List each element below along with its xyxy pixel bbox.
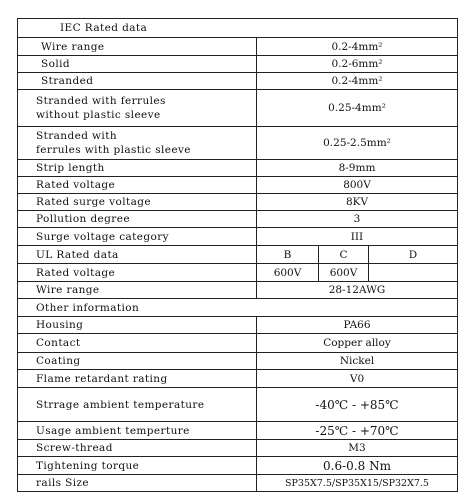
- table-row: [18, 282, 457, 299]
- row-value: PA66: [343, 319, 371, 331]
- table-row: [18, 194, 457, 211]
- table-row: [18, 457, 457, 475]
- table-row: [18, 353, 457, 370]
- table-row: [18, 160, 457, 177]
- row-value: Nickel: [339, 355, 375, 367]
- row-label: Wire range: [18, 38, 257, 55]
- row-label: Wire range: [18, 282, 257, 298]
- row-value: -25℃ - +70℃: [315, 423, 399, 438]
- table-row: [18, 211, 457, 228]
- table-row: [18, 38, 457, 56]
- row-label: Solid: [18, 56, 257, 72]
- table-row: [18, 440, 457, 457]
- row-label: Strrage ambient temperature: [18, 388, 257, 421]
- table-row: [18, 264, 457, 282]
- table-row: [18, 334, 457, 353]
- table-row: [18, 475, 457, 491]
- row-value: V0: [349, 372, 365, 385]
- row-label: rails Size: [18, 475, 257, 491]
- table-row: [18, 127, 457, 160]
- row-value: 0.2-4mm²: [331, 75, 383, 87]
- row-label: Rated voltage: [18, 264, 257, 281]
- row-value: 0.6-0.8 Nm: [323, 458, 391, 473]
- row-value: M3: [348, 442, 366, 454]
- row-value: 28-12AWG: [328, 284, 386, 296]
- row-value: 8-9mm: [338, 162, 376, 174]
- table-row: [18, 177, 457, 194]
- row-value: 0.2-6mm²: [331, 58, 383, 70]
- row-label: Usage ambient temperture: [18, 422, 257, 439]
- row-label: Stranded with ferrules with plastic sleeve: [18, 127, 257, 159]
- row-value: Copper alloy: [323, 337, 391, 349]
- row-label: Tightening torque: [18, 457, 257, 474]
- row-label: Screw-thread: [18, 440, 257, 456]
- table-row: [18, 56, 457, 73]
- row-value: -40℃ - +85℃: [315, 397, 399, 412]
- row-label: Rated voltage: [18, 177, 257, 193]
- table-row: [18, 388, 457, 422]
- other-title: Other information: [36, 301, 140, 314]
- ul-column-d: D: [408, 248, 418, 261]
- row-value: 0.2-4mm²: [331, 40, 383, 53]
- row-value: 3: [353, 213, 361, 225]
- row-value: 0.25-2.5mm²: [323, 137, 391, 149]
- ul-header-row: [18, 246, 457, 264]
- row-value: 8KV: [345, 196, 369, 208]
- row-label: Flame retardant rating: [18, 370, 257, 387]
- table-row: [18, 228, 457, 246]
- row-value: 0.25-4mm²: [328, 102, 386, 114]
- row-value: SP35X7.5/SP35X15/SP32X7.5: [285, 477, 429, 489]
- table-row: [18, 73, 457, 90]
- row-label: Housing: [18, 317, 257, 333]
- row-label: Rated surge voltage: [18, 194, 257, 210]
- ul-column-c: C: [319, 246, 369, 263]
- iec-title: IEC Rated data: [60, 22, 148, 34]
- spec-table: [17, 18, 458, 492]
- table-row: [18, 90, 457, 127]
- row-label: Pollution degree: [18, 211, 257, 227]
- row-label: Surge voltage category: [18, 228, 257, 245]
- row-label: Strip length: [18, 160, 257, 176]
- ul-voltage-c: 600V: [319, 264, 369, 281]
- row-label: Stranded: [18, 73, 257, 89]
- row-label: Coating: [18, 353, 257, 369]
- row-value: III: [350, 230, 364, 243]
- row-label: Stranded with ferrules without plastic sleeve: [18, 90, 257, 126]
- ul-column-b: B: [257, 246, 319, 263]
- iec-title-row: [18, 19, 457, 38]
- ul-voltage-d: [369, 264, 457, 281]
- row-value: 800V: [343, 179, 371, 191]
- table-row: [18, 370, 457, 388]
- row-label: Contact: [18, 334, 257, 352]
- ul-voltage-b: 600V: [257, 264, 319, 281]
- table-row: [18, 422, 457, 440]
- ul-title: UL Rated data: [18, 246, 257, 263]
- table-row: [18, 317, 457, 334]
- other-title-row: [18, 299, 457, 317]
